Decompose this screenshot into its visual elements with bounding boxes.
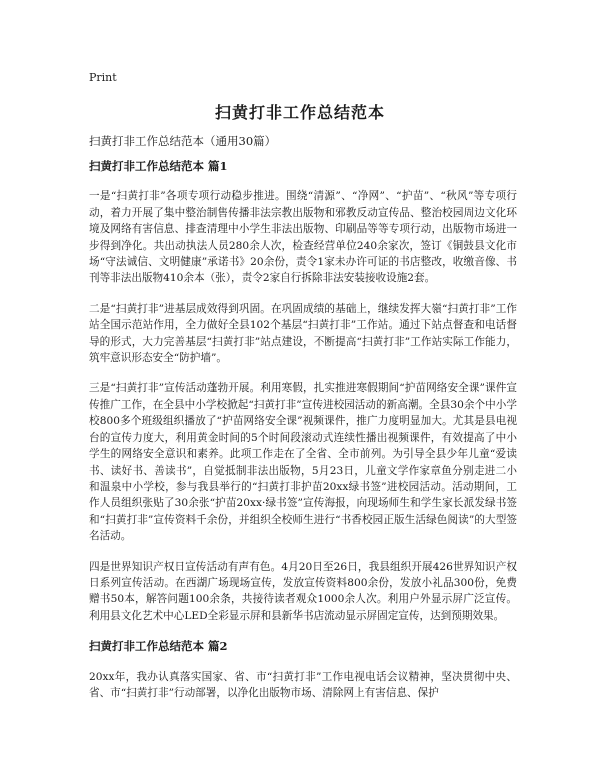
section-heading: 扫黄打非工作总结范本 篇1 — [89, 159, 228, 173]
document-subtitle: 扫黄打非工作总结范本（通用30篇） — [89, 134, 277, 148]
section-heading: 扫黄打非工作总结范本 篇2 — [89, 639, 228, 654]
document-title: 扫黄打非工作总结范本 — [214, 103, 385, 122]
paragraph: 二是“扫黄打非”进基层成效得到巩固。在巩固成绩的基础上，继续发挥大嶺“扫黄打非”工作站全国示范站作用，全力做好全县102个基层“扫黄打非”工作站。通过下站点督查和电话督导的形式，大力完善基层“扫黄打非”站点建设，不断提高“扫黄打非”工作站实际工作能力，筑牢意识形态安全“防护墙”。 — [89, 302, 517, 365]
print-link[interactable]: Print — [89, 71, 117, 84]
paragraph: 20xx年，我办认真落实国家、省、市“扫黄打非”工作电视电话会议精神，坚决贯彻中央、省、市“扫黄打非”行动部署，以净化出版物市场、清除网上有害信息、保护 — [89, 670, 517, 699]
paragraph: 三是“扫黄打非”宣传活动蓬勃开展。利用寒假，扎实推进寒假期间“护苗网络安全课”课件宣传推广工作，在全县中小学校掀起“扫黄打非”宣传进校园活动的新高潮。全县30余个中小学校800多个班级组织播放了“护苗网络安全课”视频课件，推广力度明显加大。尤其是县电视台的宣传力度大，利用黄金时间的5个时间段滚动式连续性播出视频课件，有效提高了中小学生的网络安全意识和素养。此项工作走在了全省、全市前列。为引导全县少年儿童“爱读书、读好书、善读书”，自觉抵制非法出版物，5月23日，儿童文学作家章鱼分别走进二小和温泉中小学校，参与我县举行的“扫黄打非护苗20xx绿书签”进校园活动。活动期间，工作人员组织张贴了30余张“护苗20xx·绿书签”宣传海报，向现场师生和学生家长派发绿书签和“扫黄打非”宣传资料千余份，并组织全校师生进行“书香校园正版生活绿色阅读”的大型签名活动。 — [89, 382, 517, 543]
document-body — [89, 158, 517, 715]
paragraph: 一是“扫黄打非”各项专项行动稳步推进。围绕“清源”、“净网”、“护苗”、“秋风”等专项行动，着力开展了集中整治制售传播非法宗教出版物和邪教反动宣传品、整治校园周边文化环境及网络有害信息、排查清理中小学生非法出版物、印刷品等等专项行动，出版物市场进一步得到净化。共出动执法人员280余人次，检查经营单位240余家次，签订《铜鼓县文化市场“守法诚信、文明健康”承诺书》20余份，责令1家未办许可证的书店整改，收缴音像、书刊等非法出版物410余本（张），责令2家自行拆除非法安装接收设施2套。 — [89, 190, 517, 285]
paragraph: 四是世界知识产权日宣传活动有声有色。4月20日至26日，我县组织开展426世界知识产权日系列宣传活动。在西湖广场现场宣传，发放宣传资料800余份，发放小礼品300份，免费赠书50本，解答问题100余条，共接待读者观众1000余人次。利用户外显示屏广泛宣传。利用县文化艺术中心LED全彩显示屏和县新华书店流动显示屏固定宣传，达到预期效果。 — [89, 560, 517, 622]
